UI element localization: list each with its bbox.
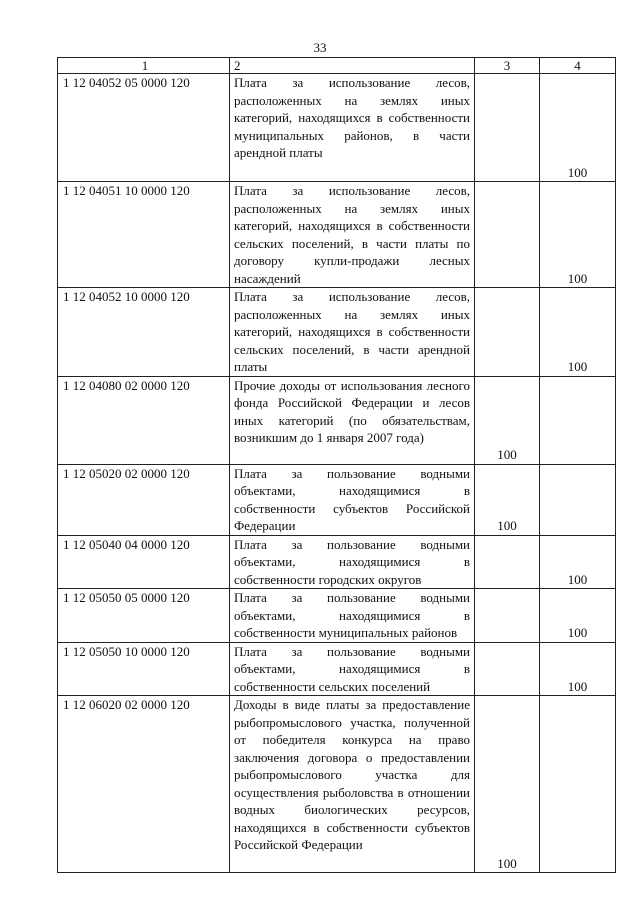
row-code: 1 12 05050 05 0000 120: [58, 589, 230, 643]
row-code: 1 12 04052 05 0000 120: [58, 74, 230, 182]
table-row: [58, 696, 616, 873]
row-code: 1 12 04051 10 0000 120: [58, 182, 230, 288]
row-col4-value: [540, 464, 616, 535]
row-code: 1 12 06020 02 0000 120: [58, 696, 230, 873]
row-code: 1 12 05040 04 0000 120: [58, 535, 230, 589]
row-code: 1 12 04052 10 0000 120: [58, 288, 230, 377]
row-col3-value: [475, 589, 540, 643]
row-col3-value: [475, 182, 540, 288]
page-number: 33: [313, 40, 327, 55]
row-col4-value: [540, 696, 616, 873]
row-col3-value: [475, 74, 540, 182]
row-code: 1 12 05050 10 0000 120: [58, 642, 230, 696]
row-description: Плата за пользование водными объектами, находящимися в собственности муниципальных районов: [230, 589, 475, 643]
column-header-1: 1: [58, 58, 230, 74]
row-col4-value: [540, 376, 616, 464]
row-col4-value: 100: [540, 288, 616, 377]
row-code: 1 12 04080 02 0000 120: [58, 376, 230, 464]
column-header-4: 4: [540, 58, 616, 74]
table-row: [58, 74, 616, 182]
row-description: Прочие доходы от использования лесного фонда Российской Федерации и лесов иных категорий (по обязательствам, возникшим до 1 января 2007 года): [230, 376, 475, 464]
row-description: Плата за использование лесов, расположенных на землях иных категорий, находящихся в собственности муниципальных районов, в части арендной платы: [230, 74, 475, 182]
table-header-row: [58, 58, 616, 74]
row-description: Плата за пользование водными объектами, находящимися в собственности сельских поселений: [230, 642, 475, 696]
row-description: Плата за пользование водными объектами, находящимися в собственности городских округов: [230, 535, 475, 589]
table-row: [58, 288, 616, 377]
row-col4-value: 100: [540, 74, 616, 182]
row-description: Плата за использование лесов, расположенных на землях иных категорий, находящихся в собственности сельских поселений, в части платы по договору купли-продажи лесных насаждений: [230, 182, 475, 288]
row-col4-value: 100: [540, 642, 616, 696]
row-col3-value: [475, 535, 540, 589]
table-row: [58, 376, 616, 464]
row-col4-value: 100: [540, 535, 616, 589]
table-row: [58, 589, 616, 643]
row-col3-value: 100: [475, 696, 540, 873]
table-row: [58, 642, 616, 696]
column-header-3: 3: [475, 58, 540, 74]
row-col3-value: 100: [475, 464, 540, 535]
row-col4-value: 100: [540, 182, 616, 288]
row-col3-value: [475, 642, 540, 696]
row-description: Доходы в виде платы за предоставление рыбопромыслового участка, полученной от победителя конкурса на право заключения договора о предоставлении рыбопромыслового участка для осуществления рыболовства в отношении водных биологических ресурсов, находящихся в собственности субъектов Российской Федерации: [230, 696, 475, 873]
row-col3-value: 100: [475, 376, 540, 464]
row-description: Плата за использование лесов, расположенных на землях иных категорий, находящихся в собственности сельских поселений, в части арендной платы: [230, 288, 475, 377]
column-header-2: 2: [230, 58, 475, 74]
row-col3-value: [475, 288, 540, 377]
budget-codes-table: [57, 57, 616, 873]
row-description: Плата за пользование водными объектами, находящимися в собственности субъектов Российской Федерации: [230, 464, 475, 535]
row-code: 1 12 05020 02 0000 120: [58, 464, 230, 535]
table-row: [58, 535, 616, 589]
row-col4-value: 100: [540, 589, 616, 643]
table-row: [58, 464, 616, 535]
table-row: [58, 182, 616, 288]
